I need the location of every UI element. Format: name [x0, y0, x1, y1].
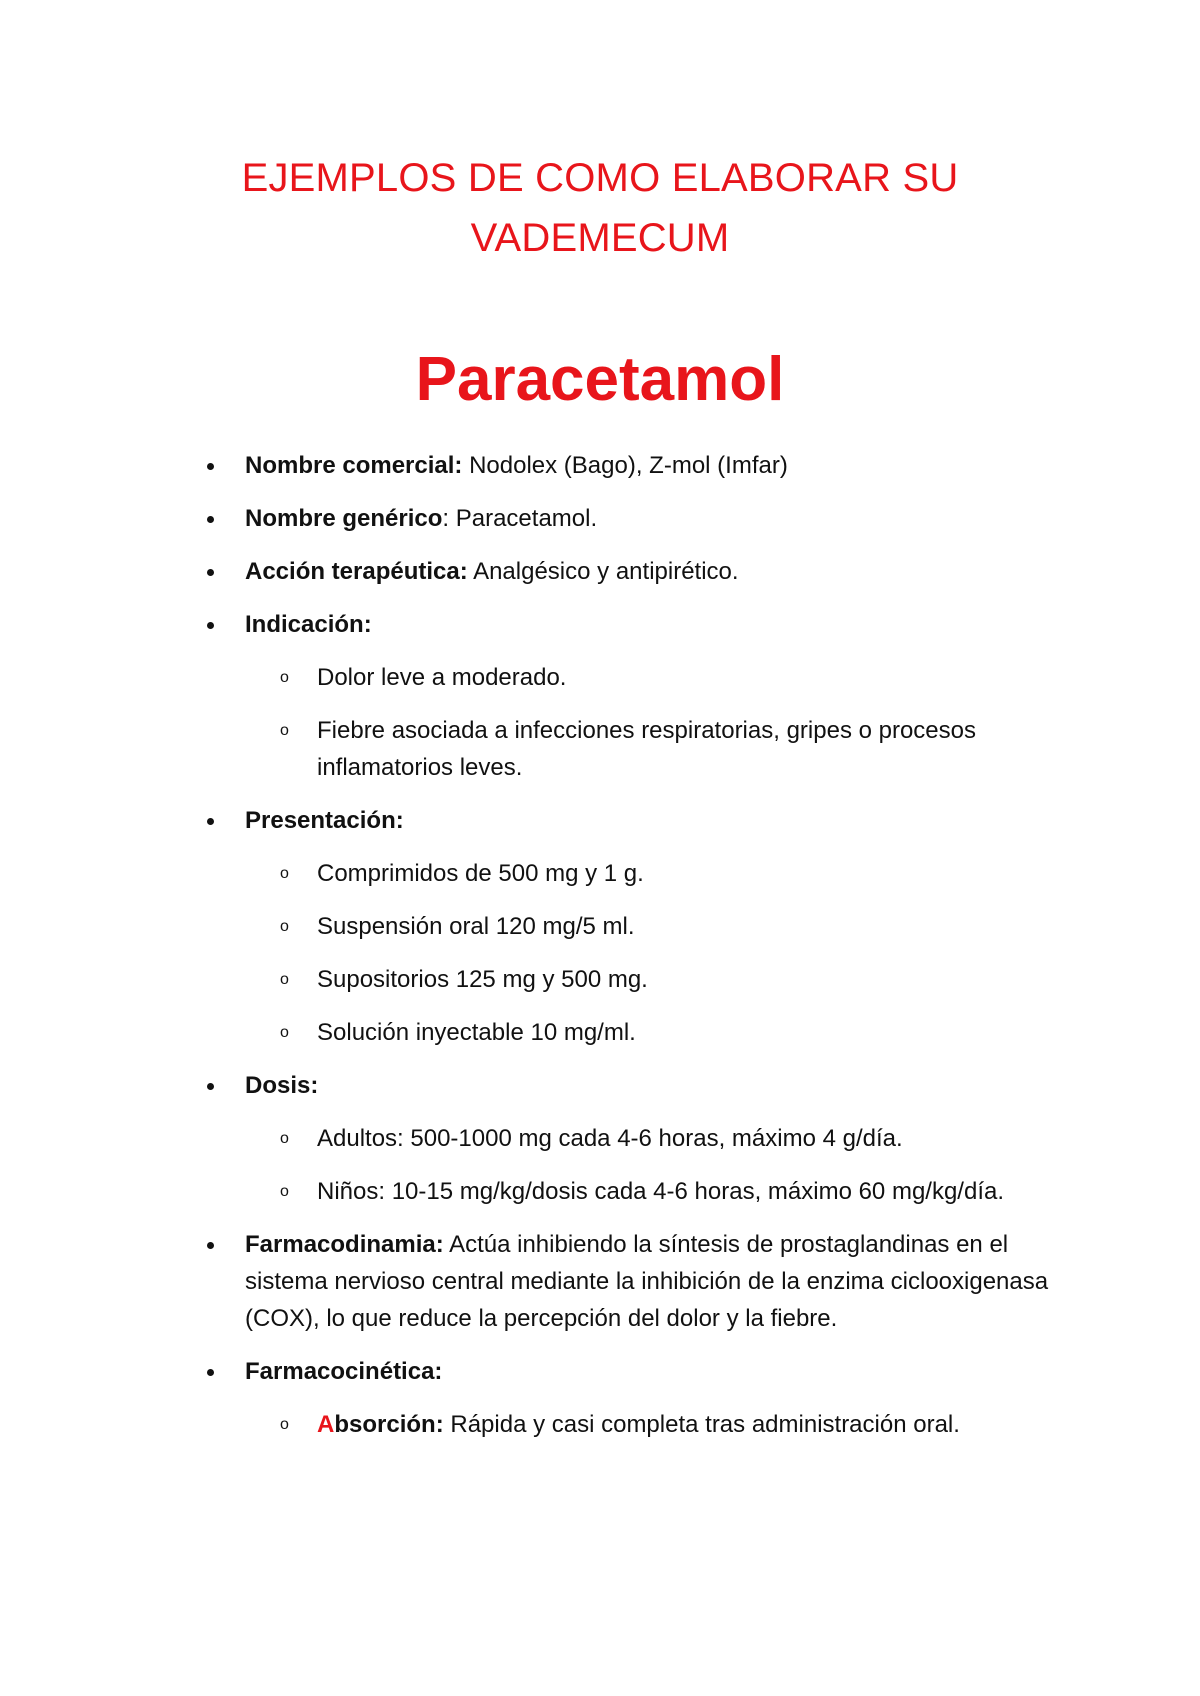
document-title: EJEMPLOS DE COMO ELABORAR SU VADEMECUM [241, 156, 959, 260]
sub-list [245, 659, 1060, 786]
list-item-presentacion [200, 802, 1060, 1051]
sub-list-item [200, 1120, 1060, 1157]
item-label: Dosis: [245, 1072, 319, 1099]
item-label: Indicación: [245, 611, 372, 638]
circle-bullet-icon: o [280, 971, 289, 988]
sub-item-text: Fiebre asociada a infecciones respiratorias, gripes o procesos inflamatorios leves. [317, 717, 977, 781]
item-label: Acción terapéutica: [245, 558, 468, 585]
list-item-dosis [200, 1067, 1060, 1210]
bullet-icon [200, 606, 220, 643]
circle-bullet-icon: o [280, 1130, 289, 1147]
sub-list-item [200, 659, 1060, 696]
list-item-farmacodinamia [200, 1226, 1060, 1337]
sub-item-text: Supositorios 125 mg y 500 mg. [317, 966, 648, 993]
absorcion-text: Rápida y casi completa tras administración oral. [443, 1411, 960, 1438]
sub-list [245, 855, 1060, 1051]
item-text: Analgésico y antipirético. [467, 558, 739, 585]
list-item-nombre-generico [200, 500, 1060, 537]
sub-item-text: Suspensión oral 120 mg/5 ml. [317, 913, 635, 940]
sub-list-item-absorcion [200, 1406, 1060, 1443]
bullet-icon [200, 1353, 220, 1390]
sub-list-item [200, 961, 1060, 998]
list-item-indicacion [200, 606, 1060, 786]
item-text: : Paracetamol. [442, 505, 598, 532]
sub-list-item [200, 855, 1060, 892]
sub-item-text: Niños: 10-15 mg/kg/dosis cada 4-6 horas, máximo 60 mg/kg/día. [317, 1178, 1004, 1205]
sub-item-text: Dolor leve a moderado. [317, 664, 567, 691]
circle-bullet-icon: o [280, 669, 289, 686]
sub-list [245, 1406, 1060, 1443]
circle-bullet-icon: o [280, 918, 289, 935]
bullet-icon [200, 1226, 220, 1263]
list-item-farmacocinetica [200, 1353, 1060, 1443]
circle-bullet-icon: o [280, 722, 289, 739]
item-label: Nombre genérico [245, 505, 443, 532]
sub-list-item [200, 908, 1060, 945]
drug-name-heading: Paracetamol [415, 345, 785, 414]
sub-item-text: Adultos: 500-1000 mg cada 4-6 horas, máximo 4 g/día. [317, 1125, 903, 1152]
list-item-accion-terapeutica [200, 553, 1060, 590]
list-item-nombre-comercial [200, 447, 1060, 484]
sub-item-text: Comprimidos de 500 mg y 1 g. [317, 860, 644, 887]
circle-bullet-icon: o [280, 1416, 289, 1433]
circle-bullet-icon: o [280, 865, 289, 882]
absorcion-initial: A [317, 1411, 335, 1438]
item-text: Nodolex (Bago), Z-mol (Imfar) [462, 452, 788, 479]
sub-item-text: Solución inyectable 10 mg/ml. [317, 1019, 636, 1046]
item-label: Farmacocinética: [245, 1358, 443, 1385]
sub-list-item [200, 1173, 1060, 1210]
absorcion-label: bsorción: [334, 1411, 444, 1438]
circle-bullet-icon: o [280, 1183, 289, 1200]
drug-info-list [200, 447, 1060, 1459]
circle-bullet-icon: o [280, 1024, 289, 1041]
sub-list-item [200, 1014, 1060, 1051]
bullet-icon [200, 802, 220, 839]
bullet-icon [200, 447, 220, 484]
item-label: Farmacodinamia: [245, 1231, 444, 1258]
item-label: Presentación: [245, 807, 404, 834]
sub-list-item [200, 712, 1060, 786]
item-text: Actúa inhibiendo la síntesis de prostaglandinas en el sistema nervioso central mediante la inhibición de la enzima ciclooxigenasa (COX), lo que reduce la percepción del dolor y la fiebre. [245, 1231, 1049, 1332]
bullet-icon [200, 500, 220, 537]
bullet-icon [200, 553, 220, 590]
bullet-icon [200, 1067, 220, 1104]
sub-list [245, 1120, 1060, 1210]
item-label: Nombre comercial: [245, 452, 463, 479]
